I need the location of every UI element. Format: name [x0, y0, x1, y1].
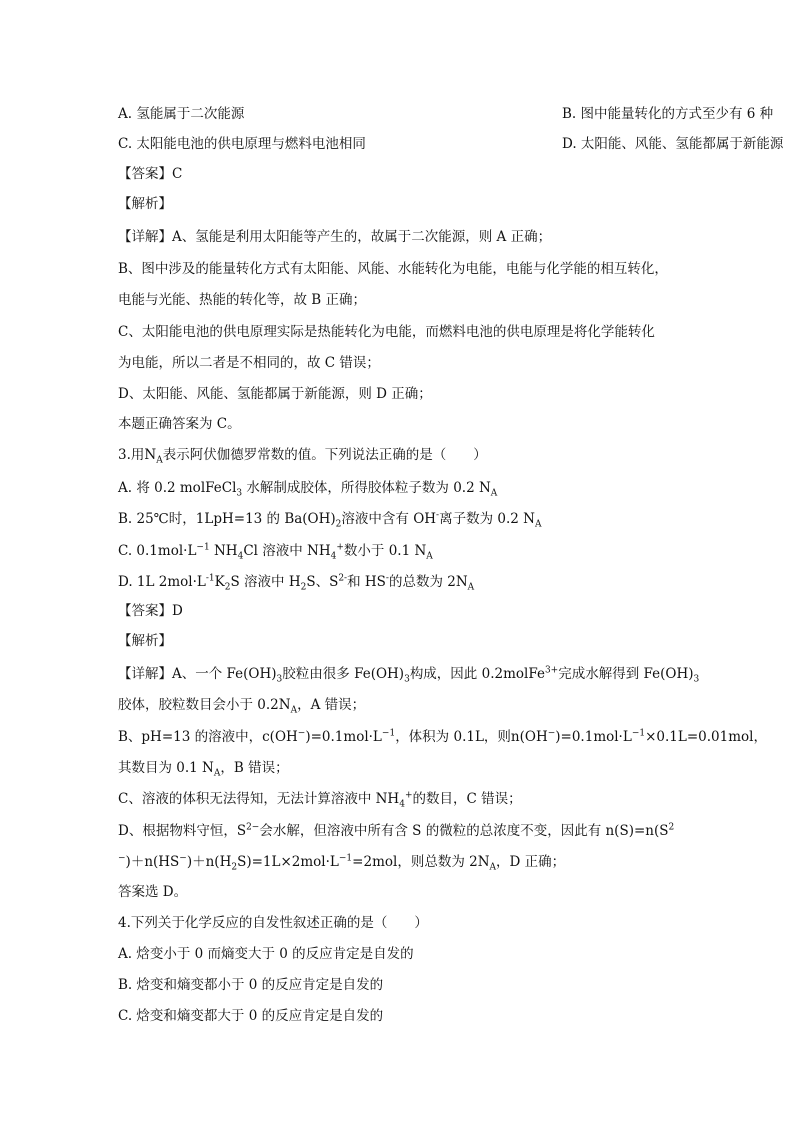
q3-answer: 【答案】D [118, 603, 183, 619]
q2-detail-line: B、图中涉及的能量转化方式有太阳能、风能、水能转化为电能，电能与化学能的相互转化， [118, 261, 668, 277]
q3-detail-line: C、溶液的体积无法得知，无法计算溶液中 $NH_4^+$的数目，C 错误； [118, 790, 522, 810]
q2-option-a: A. 氢能属于二次能源 [118, 106, 245, 122]
q3-option-c: C. $0.1mol\cdot L^{-1}$ $NH_4Cl$ 溶液中 $NH_4^+$数小于 0.1 $N_A$ [118, 542, 433, 562]
q3-detail-line: 胶体，胶粒数目会小于 $0.2N_A$，A 错误； [118, 697, 366, 716]
q2-option-c: C. 太阳能电池的供电原理与燃料电池相同 [118, 136, 366, 152]
q4-option-a: A. 焓变小于 0 而熵变大于 0 的反应肯定是自发的 [118, 946, 414, 962]
q2-detail-line: C、太阳能电池的供电原理实际是热能转化为电能，而燃料电池的供电原理是将化学能转化 [118, 324, 655, 340]
q2-detail-line: D、太阳能、风能、氢能都属于新能源，则 D 正确； [118, 386, 432, 402]
q2-conclusion: 本题正确答案为 C。 [118, 416, 241, 432]
q3-detail-line: 【详解】A、一个 $Fe(OH)_3$胶粒由很多 $Fe(OH)_3$构成，因此 0.2molFe$^{3+}$完成水解得到 $Fe(OH)_3$ [118, 665, 700, 685]
q3-conclusion: 答案选 D。 [118, 884, 188, 900]
q2-detail-line: 【详解】A、氢能是利用太阳能等产生的，故属于二次能源，则 A 正确； [118, 229, 552, 245]
q3-detail-line: 其数目为 0.1 $N_A$，B 错误； [118, 760, 289, 779]
q4-stem: 4.下列关于化学反应的自发性叙述正确的是（ ） [118, 915, 428, 931]
q3-detail-line: D、根据物料守恒，$S^{2-}$会水解，但溶液中所有含 S 的微粒的总浓度不变，因此有 $n(S)=n(S^2$ [118, 822, 675, 839]
q2-answer: 【答案】C [118, 166, 183, 182]
q3-option-d: D. 1L $2mol\cdot L^{-1}K_2S$ 溶液中 $H_2S$、$S^{2-}$和 HS-的总数为 $2N_A$ [118, 573, 475, 593]
q3-option-b: B. 25℃时，1LpH=13 的 $Ba(OH)_2$溶液中含有 OH-离子数为 0.2 $N_A$ [118, 510, 542, 530]
q3-analysis-heading: 【解析】 [118, 633, 172, 649]
q2-analysis-heading: 【解析】 [118, 196, 172, 212]
q3-option-a: A. 将 0.2 molFeCl$_3$ 水解制成胶体，所得胶体粒子数为 0.2 $N_A$ [118, 480, 498, 499]
q2-option-b: B. 图中能量转化的方式至少有 6 种 [562, 106, 774, 122]
q4-option-b: B. 焓变和熵变都小于 0 的反应肯定是自发的 [118, 977, 384, 993]
q3-detail-line: $^-)+n(HS^-)+n(H_2S)=1L\times 2mol\cdot L^{-1}=2mol$，则总数为 $2N_A$，D 正确； [118, 853, 566, 873]
q2-options-row-1 [118, 104, 774, 124]
q3-stem: 3.用$N_A$表示阿伏伽德罗常数的值。下列说法正确的是（ ） [118, 447, 487, 466]
q2-detail-line: 电能与光能、热能的转化等，故 B 正确； [118, 292, 367, 308]
q4-option-c: C. 焓变和熵变都大于 0 的反应肯定是自发的 [118, 1008, 384, 1024]
q2-options-row-2 [118, 134, 784, 154]
q3-detail-line: B、pH=13 的溶液中，$c(OH^-)=0.1mol\cdot L^{-1}$，体积为 0.1L，则$n(OH^-)=0.1mol\cdot L^{-1}\times 0.1L=0.01mol$， [118, 728, 767, 745]
q2-detail-line: 为电能，所以二者是不相同的，故 C 错误； [118, 355, 380, 371]
q2-option-d: D. 太阳能、风能、氢能都属于新能源 [562, 136, 784, 152]
